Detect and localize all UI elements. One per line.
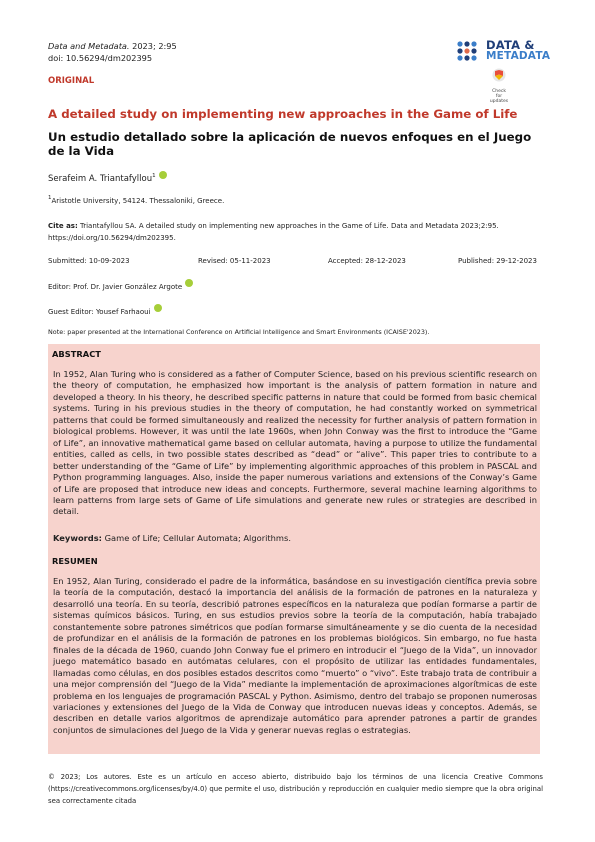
resumen-heading: RESUMEN	[52, 556, 98, 566]
keywords-label: Keywords:	[53, 533, 102, 543]
cite-as	[48, 221, 548, 244]
affiliation-text: Aristotle University, 54124. Thessaloniki, Greece.	[51, 197, 225, 205]
orcid-icon[interactable]	[154, 304, 162, 312]
keywords	[53, 533, 537, 543]
date-published: Published: 29-12-2023	[458, 257, 537, 265]
doi[interactable]: doi: 10.56294/dm202395	[48, 53, 153, 63]
crossmark-icon	[492, 68, 506, 84]
abstract-heading: ABSTRACT	[52, 349, 101, 359]
guest-editor-line	[48, 304, 162, 316]
cite-text[interactable]: Triantafyllou SA. A detailed study on implementing new approaches in the Game of Life. Data and Metadata 2023;2:95. https://doi.org/10.56294/dm202395.	[48, 222, 499, 242]
orcid-icon[interactable]	[159, 171, 167, 179]
guest-editor: Guest Editor: Yousef Farhaoui	[48, 308, 151, 316]
affiliation-mark: 1	[48, 195, 52, 201]
resumen-text: En 1952, Alan Turing, considerado el padre de la informática, basándose en su investigación científica previa sobre la teoría de la computación, destacó la importancia del análisis de la formación de patrones en la naturaleza y desarrolló una teoría. En su teoría, describió patrones específicos en la naturaleza que podían formarse a partir de sistemas químicos básicos. Turing, en sus estudios previos sobre la teoría de la computación, había trabajado constantemente sobre patrones simétricos que podían formarse simultáneamente y se dio cuenta de la necesidad de profundizar en el análisis de la formación de patrones en los problemas biológicos. Sin embargo, no fue hasta finales de la década de 1960, cuando John Conway fue el primero en introducir el “Juego de la Vida”, un innovador juego matemático basado en autómatas celulares, con el propósito de utilizar las entidades fundamentales, llamadas como células, en dos posibles estados descritos como “muerto” o “vivo”. Este trabajo trata de contribuir a una mejor comprensión del “Juego de la Vida” mediante la implementación de aproximaciones algorítmicas de este problema en los lenguajes de programación PASCAL y Python. Asimismo, dentro del trabajo se proponen numerosas variaciones y extensiones del Juego de la Vida de Conway que introducen nuevas ideas y conceptos. Además, se describen en detalle varios algoritmos de aprendizaje automático para aprender patrones a partir de grandes conjuntos de simulaciones del Juego de la Vida y generar nuevas reglas o estrategias.	[53, 576, 537, 735]
cite-label: Cite as:	[48, 222, 78, 230]
logo-line-2: METADATA	[486, 50, 551, 62]
abstract-text: In 1952, Alan Turing who is considered as a father of Computer Science, based on his previous scientific research on the theory of computation, he emphasized how important is the analysis of pattern formation in nature and developed a theory. In his theory, he described specific patterns in nature that could be formed from basic chemical systems. Turing in his previous studies in the theory of computation, he had constantly worked on symmetrical patterns that could be formed simultaneously and realized the necessity for further analysis of pattern formation in biological problems. However, it was until the late 1960s, when John Conway was the first to introduce the “Game of Life”, an innovative mathematical game based on cellular automata, having a purpose to utilize the fundamental entities, called as cells, in two possible states described as “dead” or “alive”. This paper tries to contribute to a better understanding of the “Game of Life” by implementing algorithmic approaches of this problem in PASCAL and Python programming languages. Also, inside the paper numerous variations and extensions of the Conway’s Game of Life are proposed that introduce new ideas and concepts. Furthermore, several machine learning algorithms to learn patterns from large sets of Game of Life simulations and generate new rules or strategies are described in detail.	[53, 369, 537, 517]
affiliation	[48, 195, 224, 205]
author-name: Serafeim A. Triantafyllou	[48, 174, 153, 184]
crossmark-label: Check for updates	[489, 89, 509, 104]
title-spanish: Un estudio detallado sobre la aplicación de nuevos enfoques en el Juego de la Vida	[48, 130, 532, 158]
journal-logo-icon	[456, 40, 482, 66]
conference-note: Note: paper presented at the International Conference on Artificial Intelligence and Smart Environments (ICAISE'2023).	[48, 328, 430, 336]
title-english: A detailed study on implementing new approaches in the Game of Life	[48, 107, 518, 121]
license-footer: © 2023; Los autores. Este es un artículo en acceso abierto, distribuido bajo los términos de una licencia Creative Commons (https://creativecommons.org/licenses/by/4.0) que permite el uso, distribución y reproducción en cualquier medio siempre que la obra original sea correctamente citada	[48, 773, 543, 805]
editor: Editor: Prof. Dr. Javier González Argote	[48, 283, 183, 291]
journal-name: Data and Metadata.	[48, 41, 130, 51]
date-accepted: Accepted: 28-12-2023	[328, 257, 406, 265]
keywords-text: Game of Life; Cellular Automata; Algorithms.	[101, 533, 291, 543]
article-type: ORIGINAL	[48, 76, 95, 86]
crossmark-badge[interactable]	[489, 68, 509, 104]
journal-year-volume: 2023; 2:95	[129, 41, 177, 51]
journal-logo-text	[486, 40, 550, 62]
journal-header	[48, 40, 177, 64]
author-line	[48, 171, 167, 184]
date-submitted: Submitted: 10-09-2023	[48, 257, 130, 265]
journal-logo	[456, 38, 551, 104]
date-revised: Revised: 05-11-2023	[198, 257, 271, 265]
logo-line-1: DATA &	[486, 38, 535, 52]
author-affiliation-mark: 1	[152, 173, 156, 179]
orcid-icon[interactable]	[185, 279, 193, 287]
editor-line	[48, 279, 193, 291]
